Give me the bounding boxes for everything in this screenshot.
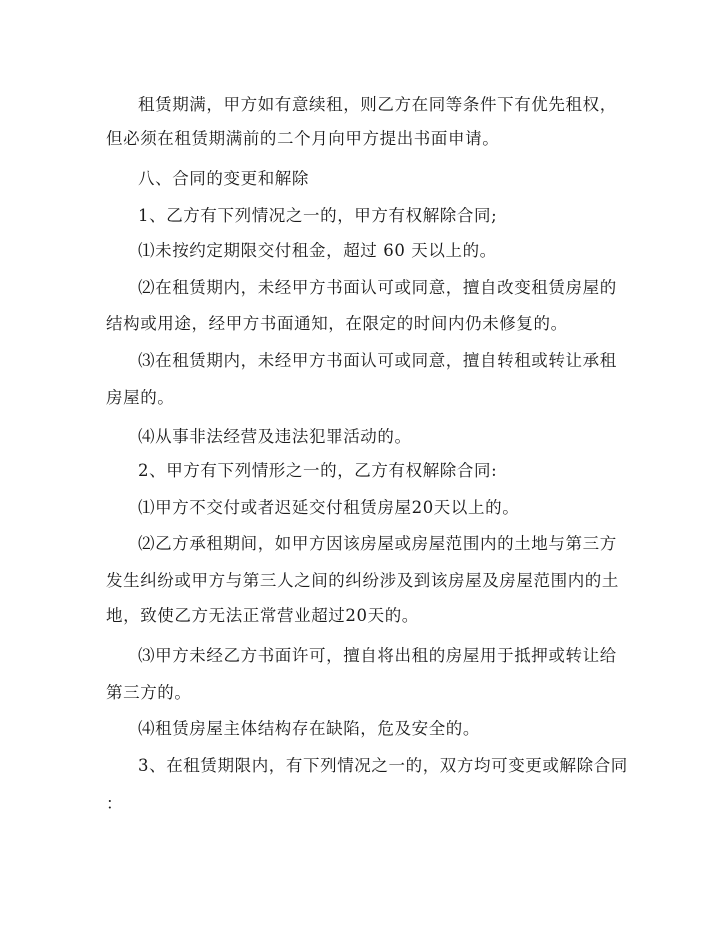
text-line: 发生纠纷或甲方与第三人之间的纠纷涉及到该房屋及房屋范围内的土 [106,571,619,590]
text-line: 地，致使乙方无法正常营业超过20天的。 [106,606,419,625]
text-line: 结构或用途，经甲方书面通知，在限定的时间内仍未修复的。 [106,314,568,333]
text-line: ⑷租赁房屋主体结构存在缺陷，危及安全的。 [138,719,480,738]
text-line: 第三方的。 [106,683,192,702]
text-line: ⑴未按约定期限交付租金，超过 60 天以上的。 [138,241,497,260]
text-line: ： [106,794,124,813]
text-line: ⑷从事非法经营及违法犯罪活动的。 [138,427,412,446]
text-line: 3、在租赁期限内，有下列情况之一的，双方均可变更或解除合同 [138,756,628,775]
text-line: ⑴甲方不交付或者迟延交付租赁房屋20天以上的。 [138,498,520,517]
section-heading: 八、合同的变更和解除 [138,169,309,188]
text-line: 2、甲方有下列情形之一的，乙方有权解除合同: [138,461,498,480]
text-line: ⑶甲方未经乙方书面许可，擅自将出租的房屋用于抵押或转让给 [138,646,617,665]
text-line: ⑵在租赁期内，未经甲方书面认可或同意，擅自改变租赁房屋的 [138,278,617,297]
text-line: 房屋的。 [106,388,175,407]
text-line: 1、乙方有下列情况之一的，甲方有权解除合同; [138,206,498,225]
text-line: 但必须在租赁期满前的二个月向甲方提出书面申请。 [106,129,500,148]
text-line: 租赁期满，甲方如有意续租，则乙方在同等条件下有优先租权， [138,95,617,114]
text-line: ⑵乙方承租期间，如甲方因该房屋或房屋范围内的土地与第三方 [138,534,617,553]
text-line: ⑶在租赁期内，未经甲方书面认可或同意，擅自转租或转让承租 [138,351,617,370]
